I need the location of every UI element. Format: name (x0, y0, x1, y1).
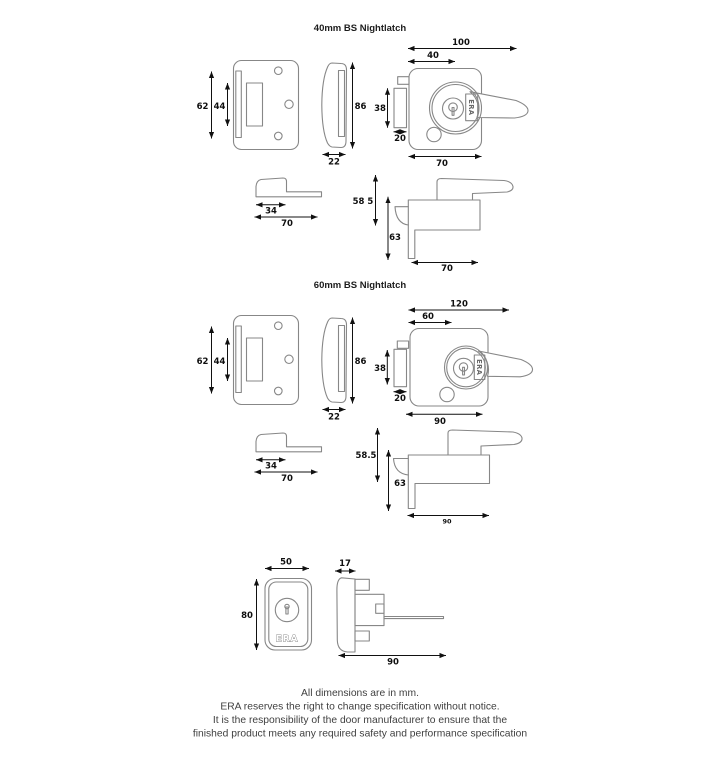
dim-label-latch-depth-60: 20 (394, 394, 406, 404)
footer-line-2: ERA reserves the right to change specification without notice. (220, 701, 500, 713)
dim-label-grip-length-60: 34 (265, 461, 277, 472)
dim-label-side-lower-60: 63 (394, 479, 406, 489)
section-title-60mm: 60mm BS Nightlatch (313, 280, 407, 291)
dim-label-keep-side-height-40: 86 (354, 102, 367, 112)
section-title-40mm: 40mm BS Nightlatch (313, 23, 407, 34)
dim-label-keep-height-60: 62 (196, 357, 209, 367)
dim-label-pull-depth: 17 (339, 559, 351, 569)
era-logo-pull: ERA (275, 634, 299, 645)
dim-label-side-depth-40: 70 (441, 264, 453, 274)
dim-latch-depth-60 (394, 392, 407, 404)
dim-label-keep-slot-40: 44 (213, 102, 226, 112)
dim-label-keep-slot-60: 44 (213, 357, 226, 367)
dim-label-lock-overall-width-60: 120 (450, 299, 468, 310)
footer-line-3: It is the responsibility of the door manufacturer to ensure that the (212, 715, 508, 726)
dim-label-lock-body-width-60: 90 (434, 417, 446, 427)
footer-line-1: All dimensions are in mm. (301, 688, 419, 699)
dim-label-keep-side-height-60: 86 (354, 357, 367, 367)
dim-label-lock-backset-40: 40 (427, 51, 439, 61)
dim-label-pull-width: 50 (280, 557, 292, 568)
dim-label-lock-body-width-40: 70 (436, 159, 448, 169)
dim-label-pull-height: 80 (241, 611, 253, 621)
dim-label-side-upper-60: 58.5 (355, 451, 377, 461)
dim-label-keep-side-depth-60: 22 (328, 412, 340, 423)
dim-label-pull-overall-depth: 90 (387, 657, 399, 668)
dim-label-latch-height-40: 38 (374, 104, 386, 114)
dim-label-grip-length-40: 34 (265, 206, 277, 217)
dim-label-handle-length-40: 70 (281, 219, 293, 229)
dim-label-lock-overall-width-40: 100 (452, 38, 470, 48)
dim-label-keep-height-40: 62 (196, 102, 209, 112)
dim-label-side-lower-40: 63 (389, 233, 401, 243)
dim-label-side-upper-40: 58 5 (352, 197, 374, 207)
era-logo-60: ERA (474, 359, 483, 376)
footer-line-4: finished product meets any required safety and performance specification (192, 728, 528, 740)
dim-label-handle-length-60: 70 (281, 474, 293, 484)
dim-latch-depth-40 (394, 132, 407, 144)
dim-label-lock-backset-60: 60 (422, 312, 434, 322)
dim-label-latch-height-60: 38 (374, 364, 386, 374)
dim-label-keep-side-depth-40: 22 (328, 157, 340, 168)
dim-label-side-depth-60: 90 (442, 517, 452, 526)
dim-label-latch-depth-40: 20 (394, 134, 406, 144)
era-logo-40: ERA (467, 99, 476, 116)
